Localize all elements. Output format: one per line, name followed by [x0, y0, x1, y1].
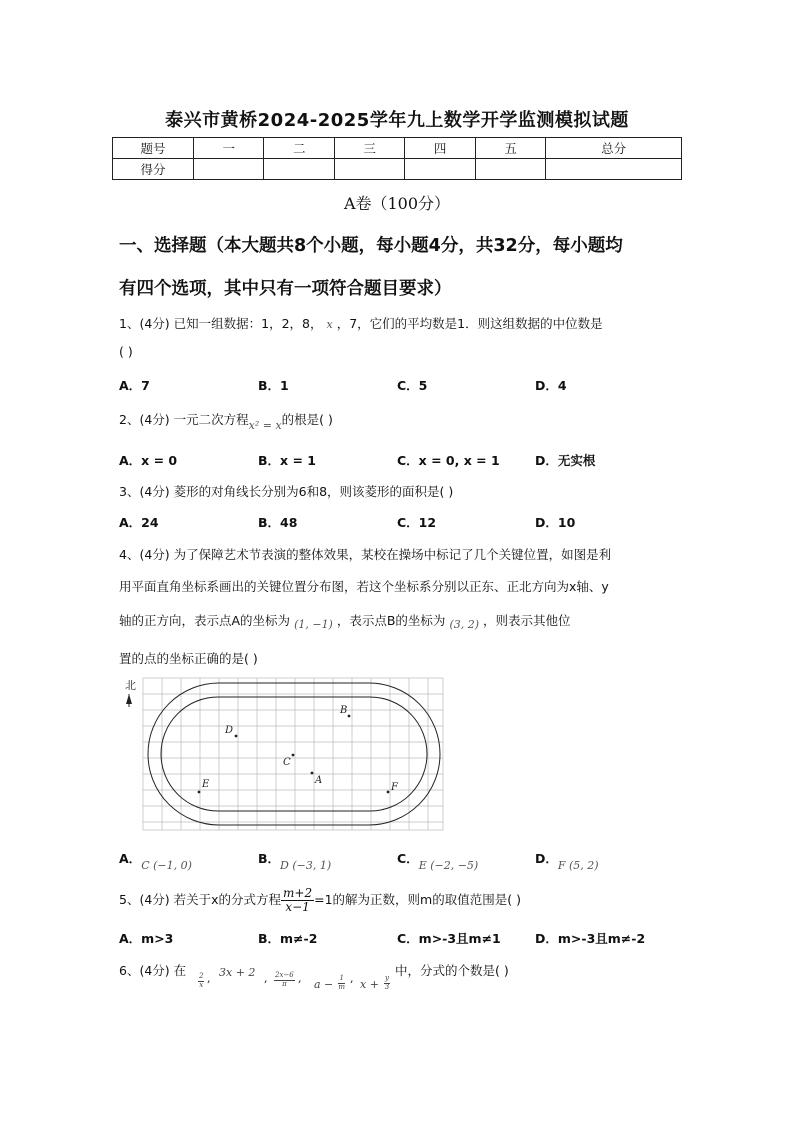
page-title: 泰兴市黄桥2024-2025学年九上数学开学监测模拟试题	[165, 110, 629, 131]
question-2	[119, 410, 333, 432]
q2-option-a[interactable]: A．x = 0	[119, 453, 178, 468]
point-f	[387, 791, 390, 794]
q2-option-c[interactable]: C．x = 0, x = 1	[397, 453, 500, 468]
q3-option-d[interactable]: D．10	[535, 515, 576, 530]
point-a	[311, 772, 314, 775]
q6-e5-pre: x +	[360, 978, 379, 991]
q1-suffix: ，7，它们的平均数是1．则这组数据的中位数是	[336, 316, 603, 331]
track-inner	[161, 697, 427, 811]
point-label-c: C	[283, 757, 291, 768]
score-table-score-row	[113, 159, 682, 180]
q6-fraction-5	[384, 975, 390, 991]
table-cell: 总分	[546, 138, 682, 159]
q6-e1-den: x	[199, 981, 204, 989]
q5-numerator: m+2	[283, 885, 313, 900]
q2-equation: x² = x	[248, 419, 282, 432]
q3-option-c[interactable]: C．12	[397, 515, 437, 530]
q6-e5-den: 3	[384, 983, 390, 991]
q5-suffix: =1的解为正数，则m的取值范围是( )	[314, 892, 521, 907]
q6-e4-pre: a −	[314, 978, 334, 991]
q3-option-a[interactable]: A．24	[119, 515, 159, 530]
q4-line3-c: ，则表示其他位	[483, 613, 571, 628]
score-input-cell[interactable]	[334, 159, 404, 180]
table-cell: 题号	[113, 138, 194, 159]
table-cell: 得分	[113, 159, 194, 180]
section-a-heading: A卷（100分）	[343, 194, 451, 213]
question-6-suffix: 中，分式的个数是( )	[395, 963, 509, 978]
q1-prefix: 1、(4分) 已知一组数据：1，2，8，	[119, 316, 323, 331]
q4-option-b-value: D (−3, 1)	[280, 859, 332, 872]
q4-option-a-value: C (−1, 0)	[141, 859, 192, 872]
q4-line4: 置的点的坐标正确的是( )	[119, 651, 258, 666]
table-cell: 二	[264, 138, 334, 159]
q2-option-b[interactable]: B．x = 1	[258, 453, 316, 468]
q4-option-c[interactable]	[397, 849, 479, 872]
q5-fraction	[281, 887, 314, 914]
point-label-b: B	[340, 705, 348, 716]
q4-coord-a: (1, −1)	[294, 618, 333, 631]
q2-prefix: 2、(4分) 一元二次方程	[119, 412, 249, 427]
q2-suffix: 的根是( )	[281, 412, 333, 427]
q6-e5-num: y	[385, 974, 389, 983]
point-d	[235, 735, 238, 738]
q6-comma-3: ,	[298, 972, 302, 985]
q4-line2: 用平面直角坐标系画出的关键位置分布图，若这个坐标系分别以正东、正北方向为x轴、y	[119, 579, 609, 594]
table-cell: 一	[194, 138, 264, 159]
track-outer	[148, 683, 440, 825]
q6-expr-3	[274, 970, 295, 989]
q5-option-b[interactable]: B．m≠-2	[258, 931, 318, 946]
table-cell: 三	[334, 138, 404, 159]
q5-prefix: 5、(4分) 若关于x的分式方程	[119, 892, 282, 907]
q2-option-d[interactable]: D．无实根	[535, 453, 596, 468]
q4-coord-b: (3, 2)	[449, 618, 480, 631]
north-arrow	[125, 679, 136, 707]
question-3: 3、(4分) 菱形的对角线长分别为6和8，则该菱形的面积是( )	[119, 484, 454, 499]
q4-line3	[119, 611, 571, 629]
q1-option-b[interactable]: B．1	[258, 378, 289, 393]
score-input-cell[interactable]	[194, 159, 264, 180]
score-input-cell[interactable]	[405, 159, 475, 180]
q5-option-d[interactable]: D．m>-3且m≠-2	[535, 931, 646, 946]
q6-comma-4: ,	[350, 972, 354, 985]
q3-option-b[interactable]: B．48	[258, 515, 298, 530]
score-table-header-row	[113, 138, 682, 159]
table-cell: 五	[475, 138, 545, 159]
q4-line3-a: 轴的正方向，表示点A的坐标为	[119, 613, 291, 628]
q4-option-a[interactable]	[119, 849, 192, 872]
score-input-cell[interactable]	[546, 159, 682, 180]
q6-e1-num: 2	[199, 972, 204, 981]
q4-option-d-value: F (5, 2)	[557, 859, 599, 872]
q6-fraction-1	[198, 973, 204, 989]
question-1	[119, 314, 603, 332]
q1-line2: ( )	[119, 344, 133, 359]
part1-heading-line2: 有四个选项，其中只有一项符合题目要求）	[119, 279, 452, 299]
q5-denominator: x−1	[285, 900, 310, 914]
q4-option-d[interactable]	[535, 849, 599, 872]
point-e	[198, 791, 201, 794]
q6-e4-num: 1	[339, 974, 344, 983]
score-input-cell[interactable]	[475, 159, 545, 180]
q6-comma-2: ,	[264, 972, 268, 985]
q4-option-c-value: E (−2, −5)	[418, 859, 479, 872]
q6-expr-2: 3x + 2	[219, 966, 256, 979]
question-6-prefix: 6、(4分) 在	[119, 963, 187, 978]
point-b	[348, 715, 351, 718]
q4-line3-b: ，表示点B的坐标为	[336, 613, 446, 628]
track-grid-figure	[119, 675, 449, 835]
score-table	[112, 137, 682, 180]
point-label-e: E	[202, 779, 210, 790]
point-c	[292, 754, 295, 757]
north-label: 北	[125, 679, 136, 692]
q4-option-d-label: D．	[535, 851, 558, 866]
q4-option-b[interactable]	[258, 849, 332, 872]
q6-e3-num: 2x−6	[275, 971, 294, 980]
q1-var: x	[326, 318, 333, 331]
q6-e4-den: m	[338, 983, 346, 991]
q4-option-c-label: C．	[397, 851, 419, 866]
point-label-a: A	[315, 775, 323, 786]
score-input-cell[interactable]	[264, 159, 334, 180]
q1-option-d[interactable]: D．4	[535, 378, 567, 393]
q6-expr-5	[360, 973, 390, 992]
q1-option-a[interactable]: A．7	[119, 378, 150, 393]
table-cell: 四	[405, 138, 475, 159]
point-label-d: D	[225, 725, 234, 736]
point-label-f: F	[391, 782, 398, 793]
q5-option-c[interactable]: C．m>-3且m≠1	[397, 931, 501, 946]
question-5	[119, 880, 521, 920]
q6-fraction-4	[338, 975, 345, 991]
q4-option-b-label: B．	[258, 851, 281, 866]
q1-option-c[interactable]: C．5	[397, 378, 428, 393]
q6-expr-1	[198, 971, 204, 990]
q6-fraction-3	[274, 972, 295, 988]
part1-heading-line1: 一、选择题（本大题共8个小题，每小题4分，共32分，每小题均	[119, 236, 623, 256]
q6-e3-den: π	[282, 980, 287, 988]
q6-comma-1: ,	[207, 972, 211, 985]
q4-option-a-label: A．	[119, 851, 142, 866]
q5-option-a[interactable]: A．m>3	[119, 931, 174, 946]
q4-line1: 4、(4分) 为了保障艺术节表演的整体效果，某校在操场中标记了几个关键位置，如图是利	[119, 547, 612, 562]
q6-expr-4	[314, 973, 345, 992]
